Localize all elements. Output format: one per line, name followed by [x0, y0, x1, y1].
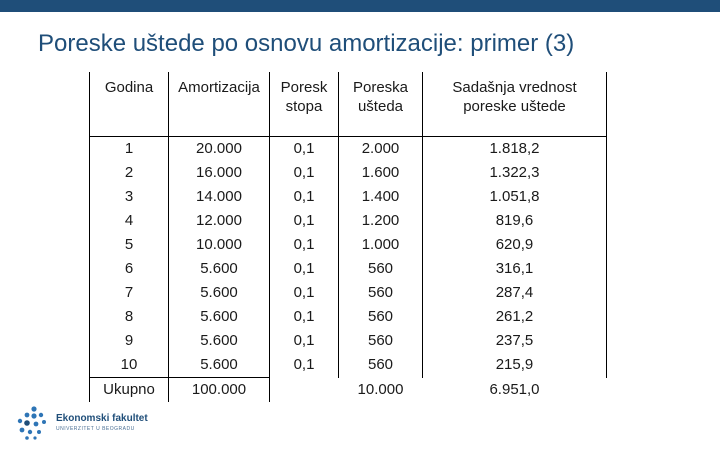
cell-godina: 5	[90, 233, 169, 257]
cell-ukupno-poreska-usteda: 10.000	[357, 380, 404, 398]
cell-sadasnja-vrednost: 237,5	[423, 329, 607, 353]
cell-poreska-usteda: 560	[339, 281, 423, 305]
cell-poreska-usteda: 560	[339, 257, 423, 281]
cell-amortizacija: 14.000	[169, 185, 270, 209]
cell-amortizacija: 10.000	[169, 233, 270, 257]
cell-godina: 10	[90, 353, 169, 378]
cell-godina: 6	[90, 257, 169, 281]
cell-poreska-usteda: 560	[339, 353, 423, 378]
table-row	[90, 137, 607, 162]
cell-amortizacija: 5.600	[169, 329, 270, 353]
cell-sadasnja-vrednost: 1.051,8	[423, 185, 607, 209]
cell-poresk-stopa: 0,1	[270, 305, 339, 329]
cell-ukupno-sadasnja-vrednost: 6.951,0	[489, 380, 540, 398]
cell-poresk-stopa: 0,1	[270, 137, 339, 162]
cell-poresk-stopa: 0,1	[270, 209, 339, 233]
table-row	[90, 233, 607, 257]
table-total-row	[90, 378, 607, 403]
cell-ukupno-label: Ukupno	[90, 378, 169, 403]
cell-godina: 7	[90, 281, 169, 305]
cell-godina: 3	[90, 185, 169, 209]
table-row	[90, 185, 607, 209]
cell-poreska-usteda: 1.600	[339, 161, 423, 185]
cell-godina: 8	[90, 305, 169, 329]
cell-sadasnja-vrednost: 287,4	[423, 281, 607, 305]
header-godina: Godina	[90, 72, 169, 137]
cell-poresk-stopa: 0,1	[270, 329, 339, 353]
cell-poreska-usteda: 1.200	[339, 209, 423, 233]
header-sadasnja-vrednost: Sadašnja vrednost poreske uštede	[423, 72, 607, 137]
cell-poresk-stopa: 0,1	[270, 353, 339, 378]
logo-subtitle: UNIVERZITET U BEOGRADU	[56, 426, 135, 432]
logo-dots-icon	[14, 405, 54, 441]
cell-poreska-usteda: 1.000	[339, 233, 423, 257]
depreciation-table	[89, 72, 607, 402]
cell-godina: 1	[90, 137, 169, 162]
table-row	[90, 257, 607, 281]
cell-godina: 9	[90, 329, 169, 353]
cell-sadasnja-vrednost: 215,9	[423, 353, 607, 378]
header-poreska-usteda: Poreska ušteda	[339, 72, 423, 137]
cell-poresk-stopa: 0,1	[270, 233, 339, 257]
table-row	[90, 281, 607, 305]
cell-sadasnja-vrednost: 620,9	[423, 233, 607, 257]
slide-title: Poreske uštede po osnovu amortizacije: primer (3)	[38, 30, 575, 57]
cell-poresk-stopa: 0,1	[270, 281, 339, 305]
header-amortizacija: Amortizacija	[169, 72, 270, 137]
table-row	[90, 329, 607, 353]
cell-poreska-usteda: 1.400	[339, 185, 423, 209]
cell-poresk-stopa: 0,1	[270, 257, 339, 281]
cell-godina: 2	[90, 161, 169, 185]
cell-sadasnja-vrednost: 1.322,3	[423, 161, 607, 185]
table-row	[90, 161, 607, 185]
cell-amortizacija: 5.600	[169, 281, 270, 305]
cell-sadasnja-vrednost: 261,2	[423, 305, 607, 329]
cell-amortizacija: 16.000	[169, 161, 270, 185]
cell-sadasnja-vrednost: 819,6	[423, 209, 607, 233]
cell-poreska-usteda: 560	[339, 305, 423, 329]
table-row	[90, 353, 607, 378]
table-header-row	[90, 72, 607, 137]
cell-poresk-stopa: 0,1	[270, 161, 339, 185]
cell-amortizacija: 12.000	[169, 209, 270, 233]
cell-ukupno-empty	[270, 378, 339, 403]
cell-poresk-stopa: 0,1	[270, 185, 339, 209]
top-accent-bar	[0, 0, 720, 12]
table-row	[90, 305, 607, 329]
cell-amortizacija: 5.600	[169, 353, 270, 378]
cell-poreska-usteda: 2.000	[339, 137, 423, 162]
cell-sadasnja-vrednost: 1.818,2	[423, 137, 607, 162]
faculty-logo	[14, 405, 154, 441]
cell-ukupno-amortizacija: 100.000	[169, 378, 270, 403]
cell-amortizacija: 5.600	[169, 257, 270, 281]
cell-godina: 4	[90, 209, 169, 233]
header-poresk-stopa: Poresk stopa	[270, 72, 339, 137]
cell-amortizacija: 20.000	[169, 137, 270, 162]
table-row	[90, 209, 607, 233]
cell-amortizacija: 5.600	[169, 305, 270, 329]
cell-poreska-usteda: 560	[339, 329, 423, 353]
logo-name: Ekonomski fakultet	[56, 413, 148, 424]
cell-sadasnja-vrednost: 316,1	[423, 257, 607, 281]
